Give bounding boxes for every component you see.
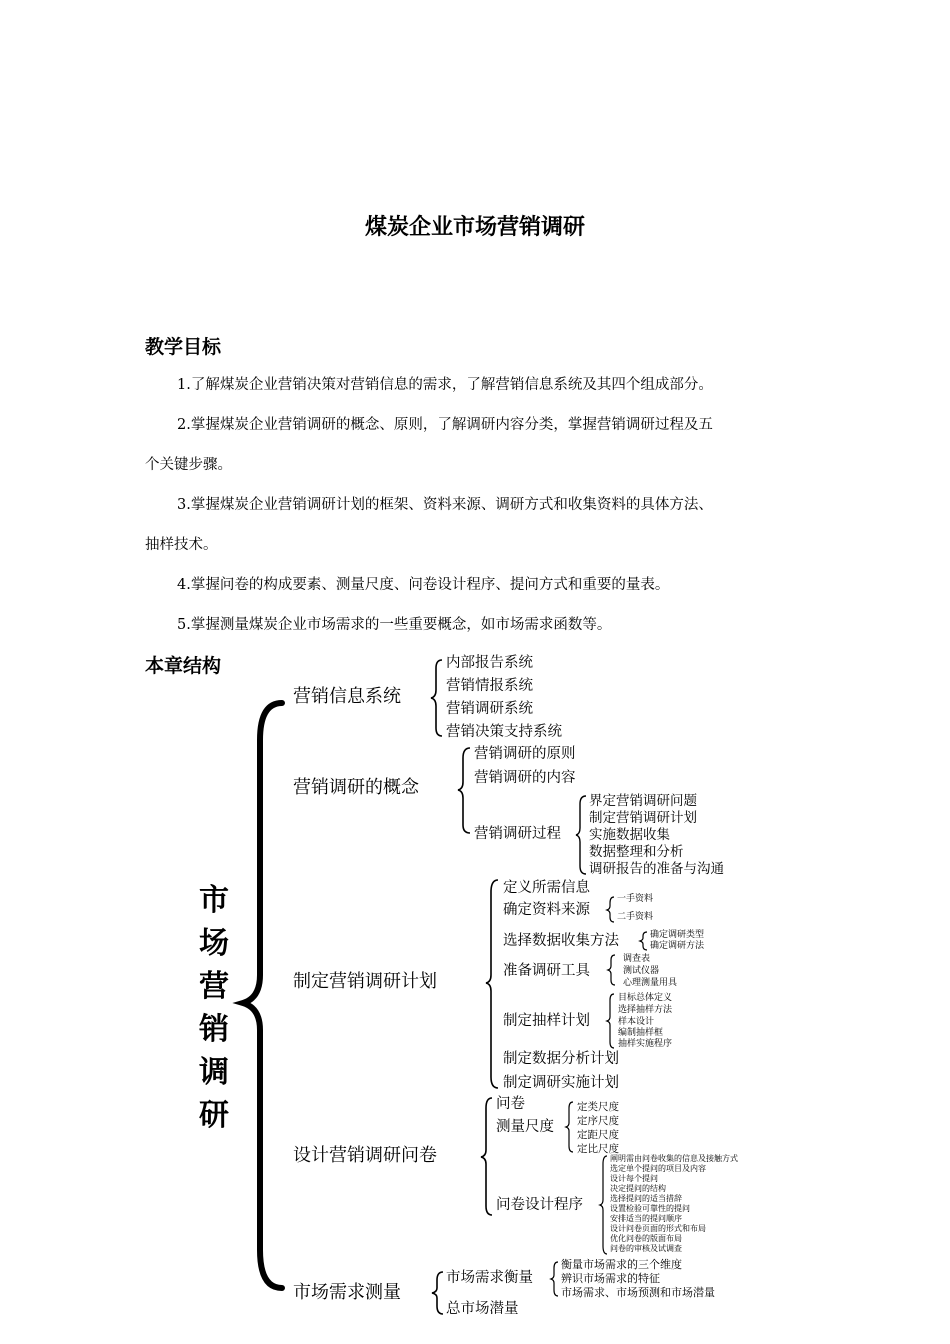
- b4-procedure-item: 设计每个提问: [610, 1174, 658, 1183]
- b3-sampling: 制定抽样计划: [503, 1013, 590, 1029]
- b5-measure-item: 衡量市场需求的三个维度: [561, 1258, 682, 1271]
- b3-source-item: 二手资料: [617, 912, 654, 922]
- b3-method: 选择数据收集方法: [503, 933, 619, 949]
- b5-potential: 总市场潜量: [446, 1301, 519, 1317]
- page-title: 煤炭企业市场营销调研: [364, 214, 585, 240]
- b1-item: 营销调研系统: [446, 701, 533, 717]
- branch-demand-measure: 市场需求测量: [293, 1282, 401, 1303]
- b3-tools-item: 测试仪器: [623, 966, 660, 976]
- root-char-3: 营: [199, 969, 229, 1004]
- b2-process-item: 数据整理和分析: [589, 844, 684, 860]
- b4-procedure-item: 安排适当的提问顺序: [610, 1214, 682, 1223]
- b3-sampling-item: 编制抽样框: [618, 1028, 664, 1038]
- b4-procedure-item: 设置检验可靠性的提问: [610, 1204, 690, 1213]
- b1-item: 内部报告系统: [446, 655, 533, 671]
- b4-questionnaire: 问卷: [496, 1096, 525, 1112]
- structure-heading: 本章结构: [145, 655, 222, 677]
- b3-source-item: 一手资料: [617, 894, 654, 904]
- b2-process-item: 实施数据收集: [589, 827, 670, 843]
- b4-procedure-item: 选择提问的适当措辞: [610, 1194, 682, 1203]
- b2-item: 营销调研的原则: [474, 746, 576, 762]
- b4-procedure: 问卷设计程序: [496, 1197, 583, 1213]
- branch-research-concept: 营销调研的概念: [293, 777, 419, 798]
- b3-sampling-item: 样本设计: [618, 1017, 655, 1027]
- b3-sampling-item: 选择抽样方法: [618, 1005, 673, 1015]
- b3-tools-item: 心理测量用具: [623, 978, 678, 988]
- b3-analysis: 制定数据分析计划: [503, 1051, 619, 1067]
- b3-method-item: 确定调研方法: [650, 941, 705, 951]
- b2-process-item: 调研报告的准备与沟通: [589, 861, 724, 877]
- b4-procedure-item: 问卷的审核及试调查: [610, 1244, 682, 1253]
- b3-define: 定义所需信息: [503, 880, 590, 896]
- b3-tools-item: 调查表: [623, 954, 651, 964]
- b2-process-item: 界定营销调研问题: [589, 793, 697, 809]
- root-char-2: 场: [199, 926, 229, 961]
- b2-process: 营销调研过程: [474, 826, 561, 842]
- b4-scale-item: 定序尺度: [577, 1115, 619, 1127]
- b4-procedure-item: 设计问卷页面的形式和布局: [610, 1224, 706, 1233]
- b3-method-item: 确定调研类型: [650, 930, 705, 940]
- b4-procedure-item: 阐明需由问卷收集的信息及接触方式: [610, 1154, 738, 1163]
- objective-3-cont: 抽样技术。: [145, 537, 218, 553]
- root-char-4: 销: [199, 1012, 229, 1047]
- b3-source: 确定资料来源: [503, 902, 590, 918]
- root-char-6: 研: [199, 1098, 229, 1133]
- branch-research-plan: 制定营销调研计划: [293, 971, 437, 992]
- objective-5: 5.掌握测量煤炭企业市场需求的一些重要概念，如市场需求函数等。: [177, 617, 612, 633]
- b4-procedure-item: 决定提问的结构: [610, 1184, 666, 1193]
- b5-measure-item: 辨识市场需求的特征: [561, 1272, 660, 1285]
- b5-measure: 市场需求衡量: [446, 1270, 533, 1286]
- b3-implement: 制定调研实施计划: [503, 1075, 619, 1091]
- b2-item: 营销调研的内容: [474, 770, 576, 786]
- b1-item: 营销情报系统: [446, 678, 533, 694]
- b3-sampling-item: 目标总体定义: [618, 993, 673, 1003]
- branch-questionnaire: 设计营销调研问卷: [293, 1145, 437, 1166]
- root-char-1: 市: [199, 883, 229, 918]
- objective-3: 3.掌握煤炭企业营销调研计划的框架、资料来源、调研方式和收集资料的具体方法、: [177, 497, 713, 513]
- objectives-heading: 教学目标: [145, 336, 222, 358]
- b4-scale-item: 定距尺度: [577, 1129, 619, 1141]
- objective-2: 2.掌握煤炭企业营销调研的概念、原则，了解调研内容分类，掌握营销调研过程及五: [177, 417, 713, 433]
- b4-scale-item: 定类尺度: [577, 1101, 619, 1113]
- b3-tools: 准备调研工具: [503, 963, 590, 979]
- b4-procedure-item: 优化问卷的版面布局: [610, 1234, 682, 1243]
- branch-info-system: 营销信息系统: [293, 686, 401, 707]
- objective-4: 4.掌握问卷的构成要素、测量尺度、问卷设计程序、提问方式和重要的量表。: [177, 577, 670, 593]
- b4-scale-item: 定比尺度: [577, 1143, 619, 1155]
- b2-process-item: 制定营销调研计划: [589, 810, 697, 826]
- b4-scale: 测量尺度: [496, 1119, 554, 1135]
- objective-2-cont: 个关键步骤。: [145, 457, 232, 473]
- b4-procedure-item: 选定单个提问的项目及内容: [610, 1164, 706, 1173]
- b1-item: 营销决策支持系统: [446, 724, 562, 740]
- objective-1: 1.了解煤炭企业营销决策对营销信息的需求，了解营销信息系统及其四个组成部分。: [177, 377, 713, 393]
- b5-measure-item: 市场需求、市场预测和市场潜量: [561, 1286, 715, 1299]
- b3-sampling-item: 抽样实施程序: [618, 1039, 673, 1049]
- root-char-5: 调: [199, 1055, 229, 1090]
